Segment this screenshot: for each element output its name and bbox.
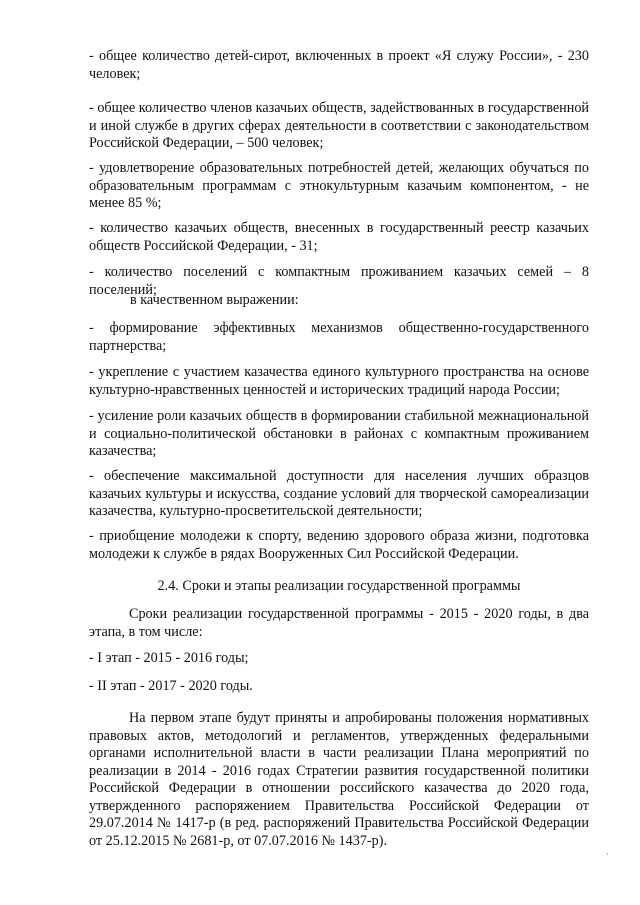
terms-paragraph: Сроки реализации государственной программы - 2015 - 2020 годы, в два этапа, в том числе: xyxy=(89,606,589,640)
list-item-culture-access: - обеспечение максимальной доступности для населения лучших образцов казачьих культуры и искусства, создание условий для творческой самореализации казачества, культурно-просветительской деятельности; xyxy=(89,468,589,519)
list-item-orphans-count: - общее количество детей-сирот, включенных в проект «Я служу России», - 230 человек; xyxy=(89,48,589,82)
list-item-registry-count: - количество казачьих обществ, внесенных в государственный реестр казачьих обществ Российской Федерации, - 31; xyxy=(89,220,589,254)
list-item-education-needs: - удовлетворение образовательных потребностей детей, желающих обучаться по образовательным программам с этнокультурным казачьим компонентом, - не менее 85 %; xyxy=(89,160,589,211)
list-item-partnership: - формирование эффективных механизмов общественно-государственного партнерства; xyxy=(89,320,589,354)
qualitative-intro: в качественном выражении: xyxy=(130,292,299,308)
list-item-cossack-members-count: - общее количество членов казачьих обществ, задействованных в государственной и иной службе в других сферах деятельности в соответствии с законодательством Российской Федерации, – 500 человек; xyxy=(89,100,589,151)
stage-one: - I этап - 2015 - 2016 годы; xyxy=(89,650,249,666)
stage-two: - II этап - 2017 - 2020 годы. xyxy=(89,678,253,694)
list-item-settlements-count: - количество поселений с компактным проживанием казачьих семей – 8 поселений; xyxy=(89,264,589,298)
list-item-youth-sport: - приобщение молодежи к спорту, ведению здорового образа жизни, подготовка молодежи к службе в рядах Вооруженных Сил Российской Федерации. xyxy=(89,528,589,562)
section-heading: 2.4. Сроки и этапы реализации государственной программы xyxy=(157,578,521,594)
first-stage-paragraph: На первом этапе будут приняты и апробированы положения нормативных правовых актов, методологий и регламентов, утвержденных федеральными органами исполнительной власти в части реализации Плана мероприятий по реализации в 2014 - 2016 годах Стратегии развития государственной политики Российской Федерации в отношении российского казачества до 2020 года, утвержденного распоряжением Правительства Российской Федерации от 29.07.2014 № 1417-р (в ред. распоряжений Правительства Российской Федерации от 25.12.2015 № 2681-р, от 07.07.2016 № 1437-р). xyxy=(89,710,589,849)
list-item-interethnic-stability: - усиление роли казачьих обществ в формировании стабильной межнациональной и социально-политической обстановки в районах с компактным проживанием казачества; xyxy=(89,408,589,459)
list-item-cultural-space: - укрепление с участием казачества единого культурного пространства на основе культурно-нравственных ценностей и исторических традиций народа России; xyxy=(89,364,589,398)
scan-speck xyxy=(606,853,608,855)
